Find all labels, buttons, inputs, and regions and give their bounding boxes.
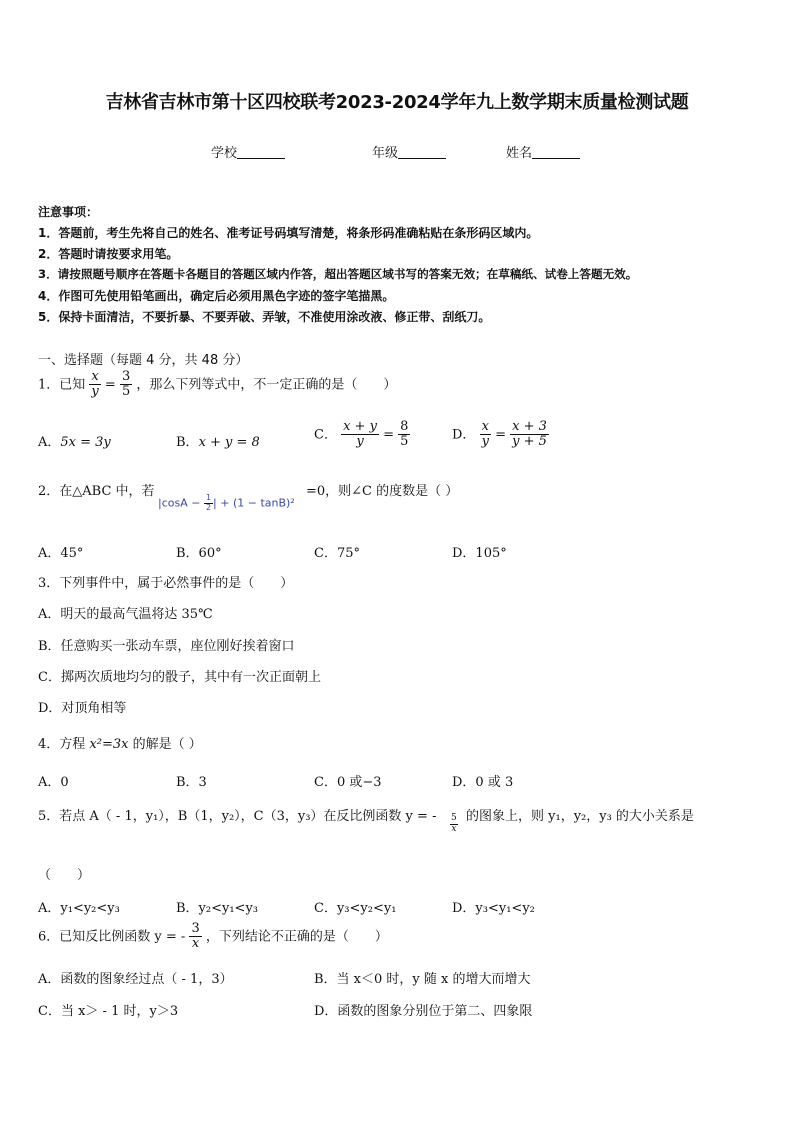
q5-option-d[interactable]: D．y₃<y₁<y₂ bbox=[452, 901, 535, 916]
question-2-suffix: =0，则∠C 的度数是（ ） bbox=[306, 484, 459, 499]
q4-option-d[interactable]: D．0 或 3 bbox=[452, 775, 514, 790]
q3-option-d[interactable]: D．对顶角相等 bbox=[38, 701, 127, 716]
q4-option-a[interactable]: A．0 bbox=[38, 775, 69, 790]
grade-label: 年级 bbox=[372, 146, 399, 161]
question-4-stem: 4．方程 x²=3x 的解是（ ） bbox=[38, 737, 202, 752]
q1-prefix: 1．已知 bbox=[38, 377, 86, 393]
notice-heading: 注意事项： bbox=[38, 205, 99, 219]
section-heading: 一、选择题（每题 4 分，共 48 分） bbox=[38, 353, 249, 368]
notice-item: 5．保持卡面清洁，不要折暴、不要弄破、弄皱，不准使用涂改液、修正带、刮纸刀。 bbox=[38, 310, 491, 324]
q3-option-c[interactable]: C．掷两次质地均匀的骰子，其中有一次正面朝上 bbox=[38, 670, 321, 685]
q2-option-b[interactable]: B．60° bbox=[176, 546, 222, 561]
name-label: 姓名 bbox=[506, 146, 533, 161]
q5-option-c[interactable]: C．y₃<y₂<y₁ bbox=[314, 901, 397, 916]
notice-item: 1．答题前，考生先将自己的姓名、准考证号码填写清楚，将条形码准确粘贴在条形码区域内。 bbox=[38, 226, 539, 240]
q2-option-a[interactable]: A．45° bbox=[38, 546, 84, 561]
q6-option-b[interactable]: B．当 x＜0 时，y 随 x 的增大而增大 bbox=[314, 972, 531, 987]
school-blank[interactable] bbox=[237, 146, 285, 159]
notice-item: 3．请按照题号顺序在答题卡各题目的答题区域内作答，超出答题区域书写的答案无效；在草稿纸、试卷上答题无效。 bbox=[38, 267, 638, 281]
name-blank[interactable] bbox=[532, 146, 580, 159]
q6-option-d[interactable]: D．函数的图象分别位于第二、四象限 bbox=[314, 1004, 533, 1019]
q6-option-a[interactable]: A．函数的图象经过点（ - 1，3） bbox=[38, 972, 233, 987]
q4-option-b[interactable]: B．3 bbox=[176, 775, 207, 790]
question-2-prefix: 2．在△ABC 中，若 bbox=[38, 484, 155, 499]
q3-option-b[interactable]: B．任意购买一张动车票，座位刚好挨着窗口 bbox=[38, 639, 295, 654]
q1-option-c[interactable]: C． $\frac{x + y}{y}$ = $\frac{8}{5}$ bbox=[314, 419, 409, 450]
grade-field[interactable] bbox=[372, 142, 446, 161]
q1-fraction-35: $\frac{3}{5}$ bbox=[121, 369, 131, 400]
q6-option-c[interactable]: C．当 x＞ - 1 时，y＞3 bbox=[38, 1004, 179, 1019]
q1-option-d[interactable]: D． $\frac{x}{y}$ = $\frac{x + 3}{y + 5}$ bbox=[452, 419, 547, 450]
q2-option-d[interactable]: D．105° bbox=[452, 546, 507, 561]
q1-suffix: ，那么下列等式中，不一定正确的是（ ） bbox=[136, 377, 397, 393]
q5-fraction: 5 x bbox=[451, 813, 457, 834]
q1-option-b[interactable]: B．x + y = 8 bbox=[176, 435, 260, 450]
question-6-stem: 6．已知反比例函数 y = - $\frac{3}{x}$ ，下列结论不正确的是（ ） bbox=[38, 921, 388, 952]
q4-option-c[interactable]: C．0 或−3 bbox=[314, 775, 382, 790]
question-5-stem-b: 的图象上，则 y₁，y₂，y₃ 的大小关系是 bbox=[466, 809, 694, 824]
q2-expression: |cosA − $\frac{1}{2}$ | + (1 − tanB)² bbox=[158, 493, 295, 512]
page-title: 吉林省吉林市第十区四校联考2023-2024学年九上数学期末质量检测试题 bbox=[105, 92, 689, 113]
question-5-stem-a: 5．若点 A（ - 1，y₁），B（1，y₂），C（3，y₃）在反比例函数 y = - bbox=[38, 809, 437, 824]
q2-option-c[interactable]: C．75° bbox=[314, 546, 360, 561]
grade-blank[interactable] bbox=[398, 146, 446, 159]
q1-option-a[interactable]: A．5x = 3y bbox=[38, 435, 111, 450]
school-label: 学校 bbox=[211, 146, 238, 161]
q5-answer-paren: （ ） bbox=[38, 868, 91, 883]
question-3-stem: 3．下列事件中，属于必然事件的是（ ） bbox=[38, 576, 294, 591]
q3-option-a[interactable]: A．明天的最高气温将达 35℃ bbox=[38, 607, 213, 622]
name-field[interactable] bbox=[506, 142, 580, 161]
q5-option-a[interactable]: A．y₁<y₂<y₃ bbox=[38, 901, 120, 916]
school-field[interactable] bbox=[211, 142, 285, 161]
notice-item: 4．作图可先使用铅笔画出，确定后必须用黑色字迹的签字笔描黑。 bbox=[38, 289, 395, 303]
q5-option-b[interactable]: B．y₂<y₁<y₃ bbox=[176, 901, 259, 916]
q1-fraction-xy: $\frac{x}{y}$ bbox=[91, 369, 99, 400]
question-1-stem: 1．已知 $\frac{x}{y}$ = $\frac{3}{5}$ ，那么下列等式中，不一定正确的是（ ） bbox=[38, 369, 397, 400]
notice-item: 2．答题时请按要求用笔。 bbox=[38, 247, 179, 261]
